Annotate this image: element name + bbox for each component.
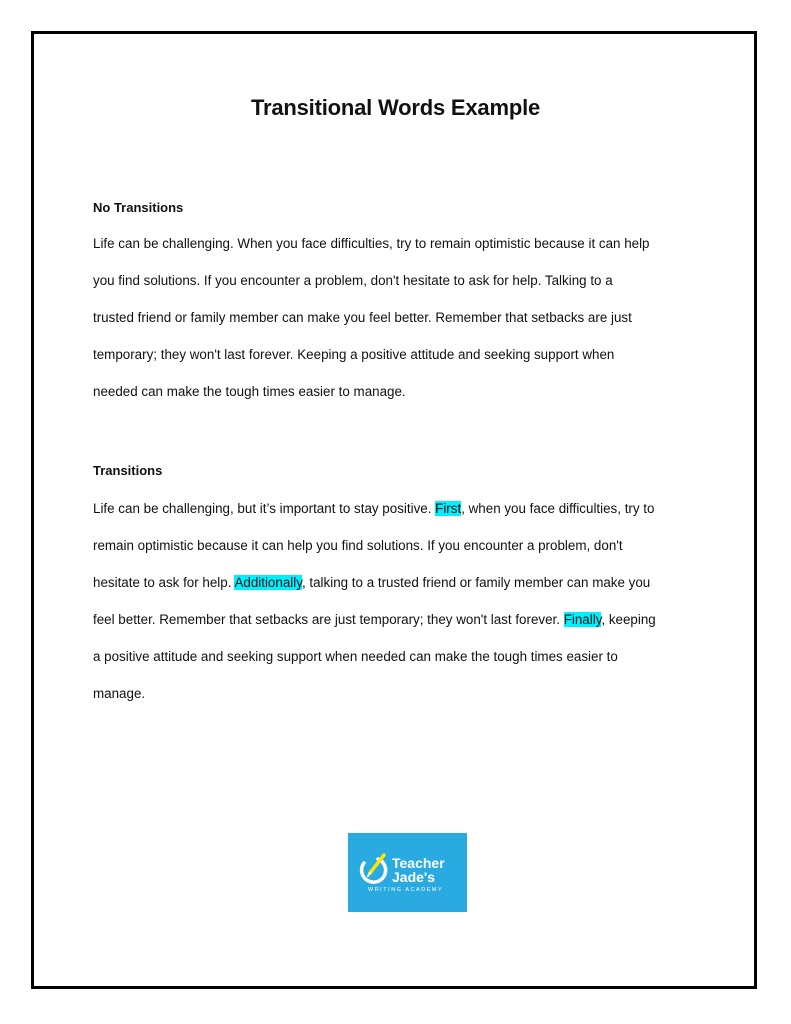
highlight-finally: Finally: [563, 612, 602, 627]
paragraph-transitions: [93, 490, 703, 712]
paragraph-line: you find solutions. If you encounter a problem, don't hesitate to ask for help. Talking to a: [93, 273, 613, 288]
text-segment: Life can be challenging, but it’s important to stay positive.: [93, 501, 436, 516]
paragraph-line: manage.: [93, 686, 146, 701]
paragraph-no-transitions: [93, 225, 703, 410]
academy-logo: [348, 833, 467, 912]
text-segment: , keeping: [601, 612, 656, 627]
heading-transitions: Transitions: [93, 463, 163, 478]
logo-subtitle: WRITING ACADEMY: [368, 887, 444, 893]
text-segment: , talking to a trusted friend or family member can make you: [301, 575, 651, 590]
heading-no-transitions: No Transitions: [93, 200, 184, 215]
paragraph-line: a positive attitude and seeking support when needed can make the tough times easier to: [93, 649, 618, 664]
highlight-first: First: [435, 501, 462, 516]
highlight-additionally: Additionally: [234, 575, 302, 590]
paragraph-line: [93, 490, 703, 527]
text-segment: feel better. Remember that setbacks are just temporary; they won't last forever.: [93, 612, 564, 627]
paragraph-line: [93, 564, 703, 601]
logo-text-line2: Jade's: [392, 869, 436, 885]
paragraph-line: Life can be challenging. When you face difficulties, try to remain optimistic because it can help: [93, 236, 650, 251]
document-title: Transitional Words Example: [250, 95, 541, 120]
logo-text-line1: Teacher: [392, 855, 445, 871]
text-segment: hesitate to ask for help.: [93, 575, 235, 590]
paragraph-line: needed can make the tough times easier to manage.: [93, 384, 406, 399]
paragraph-line: temporary; they won't last forever. Keeping a positive attitude and seeking support when: [93, 347, 615, 362]
paragraph-line: trusted friend or family member can make you feel better. Remember that setbacks are just: [93, 310, 632, 325]
paragraph-line: [93, 601, 703, 638]
text-segment: , when you face difficulties, try to: [461, 501, 655, 516]
paragraph-line: remain optimistic because it can help you find solutions. If you encounter a problem, don't: [93, 538, 623, 553]
